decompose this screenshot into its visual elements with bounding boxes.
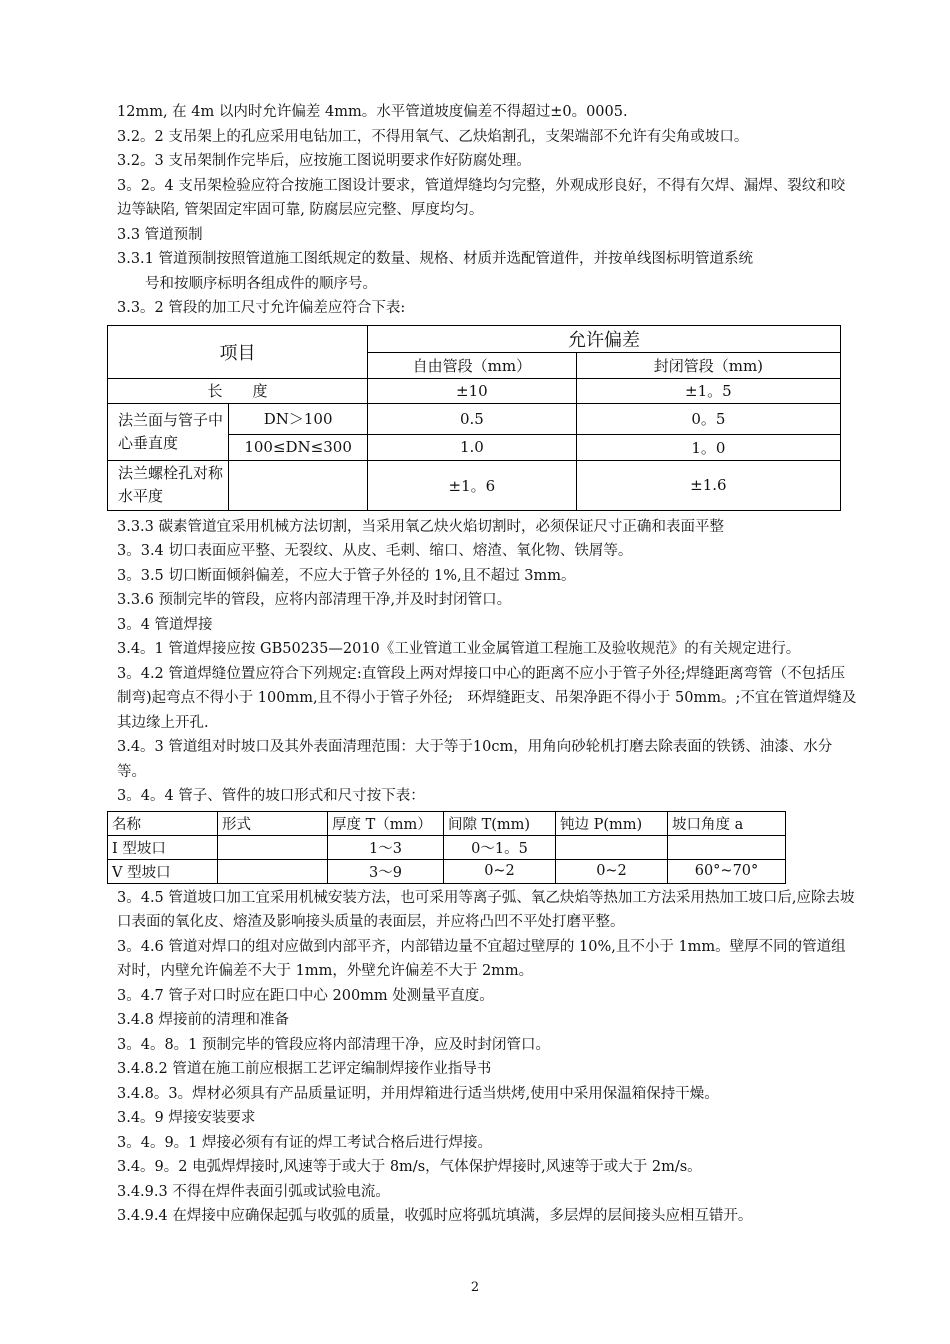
header-closed-segment: 封闭管段（mm) <box>576 352 840 378</box>
paragraph: 3。4.6 管道对焊口的组对应做到内部平齐，内部错边量不宜超过壁厚的 10%,且不小于 1mm。壁厚不同的管道组对时，内壁允许偏差不大于 1mm，外壁允许偏差不大于 2mm。 <box>117 938 846 979</box>
paragraph: 3.2。3 支吊架制作完毕后，应按施工图说明要求作好防腐处理。 <box>117 153 531 169</box>
header-thickness: 厚度 T（mm） <box>328 811 444 835</box>
paragraph: 3.3.1 管道预制按照管道施工图纸规定的数量、规格、材质并选配管道件，并按单线图标明管道系统 <box>117 251 753 267</box>
row-label-length: 长 度 <box>108 378 368 403</box>
cell-value: 0。5 <box>576 403 840 434</box>
bevel-form-table <box>107 811 786 884</box>
paragraph: 3.4.9.4 在焊接中应确保起弧与收弧的质量，收弧时应将弧坑填满，多层焊的层间接头应相互错开。 <box>117 1208 753 1224</box>
cell-gap: 0~2 <box>444 859 556 883</box>
header-bevel-angle: 坡口角度 a <box>668 811 786 835</box>
cell-thickness: 1～3 <box>328 835 444 859</box>
paragraph: 3.4。9。2 电弧焊焊接时,风速等于或大于 8m/s，气体保护焊接时,风速等于或大于 2m/s。 <box>117 1159 702 1175</box>
paragraph: 3.4.8。3。焊材必须具有产品质量证明，并用焊箱进行适当烘烤,使用中采用保温箱保持干燥。 <box>117 1085 719 1102</box>
header-blunt-edge: 钝边 P(mm) <box>556 811 668 835</box>
paragraph: 3。4.2 管道焊缝位置应符合下列规定:直管段上两对焊接口中心的距离不应小于管子外径;焊缝距离弯管（不包括压制弯)起弯点不得小于 100mm,且不得小于管子外径; 环焊缝距支、吊架净距不得小于 50mm。;不宜在管道焊缝及其边缘上开孔. <box>117 665 857 731</box>
cell-bevel-angle: 60°~70° <box>668 859 786 883</box>
paragraph: 3。4。4 管子、管件的坡口形式和尺寸按下表： <box>117 788 425 804</box>
cell-value: 0.5 <box>368 403 577 434</box>
cell-name: V 型坡口 <box>108 859 218 883</box>
cell-blunt-edge <box>556 835 668 859</box>
paragraph: 3。2。4 支吊架检验应符合按施工图设计要求，管道焊缝均匀完整，外观成形良好，不得有欠焊、漏焊、裂纹和咬边等缺陷, 管架固定牢固可靠, 防腐层应完整、厚度均匀。 <box>117 177 846 218</box>
cell-value: 1.0 <box>368 434 577 460</box>
paragraph: 12mm, 在 4m 以内时允许偏差 4mm。水平管道坡度偏差不得超过±0。0005. <box>117 104 628 120</box>
pipe-tolerance-table <box>107 325 841 511</box>
paragraph: 3.4.9.3 不得在焊件表面引弧或试验电流。 <box>117 1183 390 1200</box>
empty-cell <box>229 460 368 510</box>
paragraph: 3.4。3 管道组对时坡口及其外表面清理范围：大于等于10cm，用角向砂轮机打磨去除表面的铁锈、油漆、水分等。 <box>117 739 833 780</box>
row-sublabel: 100≤DN≤300 <box>229 434 368 460</box>
cell-value: ±1。5 <box>576 378 840 403</box>
row-label-bolt-hole-level: 法兰螺栓孔对称水平度 <box>108 460 229 510</box>
paragraph: 3.4。1 管道焊接应按 GB50235—2010《工业管道工业金属管道工程施工及验收规范》的有关规定进行。 <box>117 641 801 657</box>
cell-blunt-edge: 0~2 <box>556 859 668 883</box>
header-name: 名称 <box>108 811 218 835</box>
header-form: 形式 <box>218 811 328 835</box>
header-free-segment: 自由管段（mm） <box>368 352 577 378</box>
paragraph: 3.3.6 预制完毕的管段，应将内部清理干净,并及时封闭管口。 <box>117 592 512 608</box>
cell-form <box>218 835 328 859</box>
paragraph: 3。4.7 管子对口时应在距口中心 200mm 处测量平直度。 <box>117 987 494 1004</box>
cell-value: ±10 <box>368 378 577 403</box>
header-gap: 间隙 T(mm) <box>444 811 556 835</box>
paragraph: 3.3。2 管段的加工尺寸允许偏差应符合下表: <box>117 300 406 316</box>
paragraph: 3.2。2 支吊架上的孔应采用电钻加工，不得用氧气、乙炔焰割孔，支架端部不允许有尖角或坡口。 <box>117 128 749 145</box>
paragraph: 3。4.5 管道坡口加工宜采用机械安装方法，也可采用等离子弧、氧乙炔焰等热加工方法采用热加工坡口后,应除去坡口表面的氧化皮、熔渣及影响接头质量的表面层，并应将凸凹不平处打磨平整。 <box>117 889 855 930</box>
table-row <box>108 835 786 859</box>
section-heading: 3.4。9 焊接安装要求 <box>117 1110 256 1126</box>
page-number: 2 <box>470 1280 480 1295</box>
paragraph: 3。4。8。1 预制完毕的管段应将内部清理干净，应及时封闭管口。 <box>117 1036 551 1053</box>
cell-form <box>218 859 328 883</box>
cell-value: ±1。6 <box>368 460 577 510</box>
paragraph: 3.4.8.2 管道在施工前应根据工艺评定编制焊接作业指导书 <box>117 1061 492 1077</box>
section-heading: 3.3 管道预制 <box>117 226 203 243</box>
cell-value: ±1.6 <box>576 460 840 510</box>
cell-thickness: 3～9 <box>328 859 444 883</box>
document-page <box>112 100 857 1229</box>
section-heading: 3.4.8 焊接前的清理和准备 <box>117 1012 290 1028</box>
paragraph: 3。4。9。1 焊接必须有有证的焊工考试合格后进行焊接。 <box>117 1134 493 1151</box>
paragraph: 3。3.5 切口断面倾斜偏差，不应大于管子外径的 1%,且不超过 3mm。 <box>117 567 576 584</box>
header-item: 项目 <box>108 325 368 378</box>
cell-bevel-angle <box>668 835 786 859</box>
row-label-flange-perpendicularity: 法兰面与管子中心垂直度 <box>108 403 229 460</box>
cell-gap: 0～1。5 <box>444 835 556 859</box>
paragraph: 3。3.4 切口表面应平整、无裂纹、从皮、毛刺、缩口、熔渣、氧化物、铁屑等。 <box>117 543 633 559</box>
row-sublabel: DN＞100 <box>229 403 368 434</box>
cell-value: 1。0 <box>576 434 840 460</box>
cell-name: I 型坡口 <box>108 835 218 859</box>
paragraph-continuation: 号和按顺序标明各组成件的顺序号。 <box>145 275 377 292</box>
section-heading: 3。4 管道焊接 <box>117 616 213 633</box>
table-row <box>108 859 786 883</box>
paragraph: 3.3.3 碳素管道宜采用机械方法切割，当采用氧乙炔火焰切割时，必须保证尺寸正确和表面平整 <box>117 518 724 535</box>
header-tolerance: 允许偏差 <box>368 325 841 352</box>
